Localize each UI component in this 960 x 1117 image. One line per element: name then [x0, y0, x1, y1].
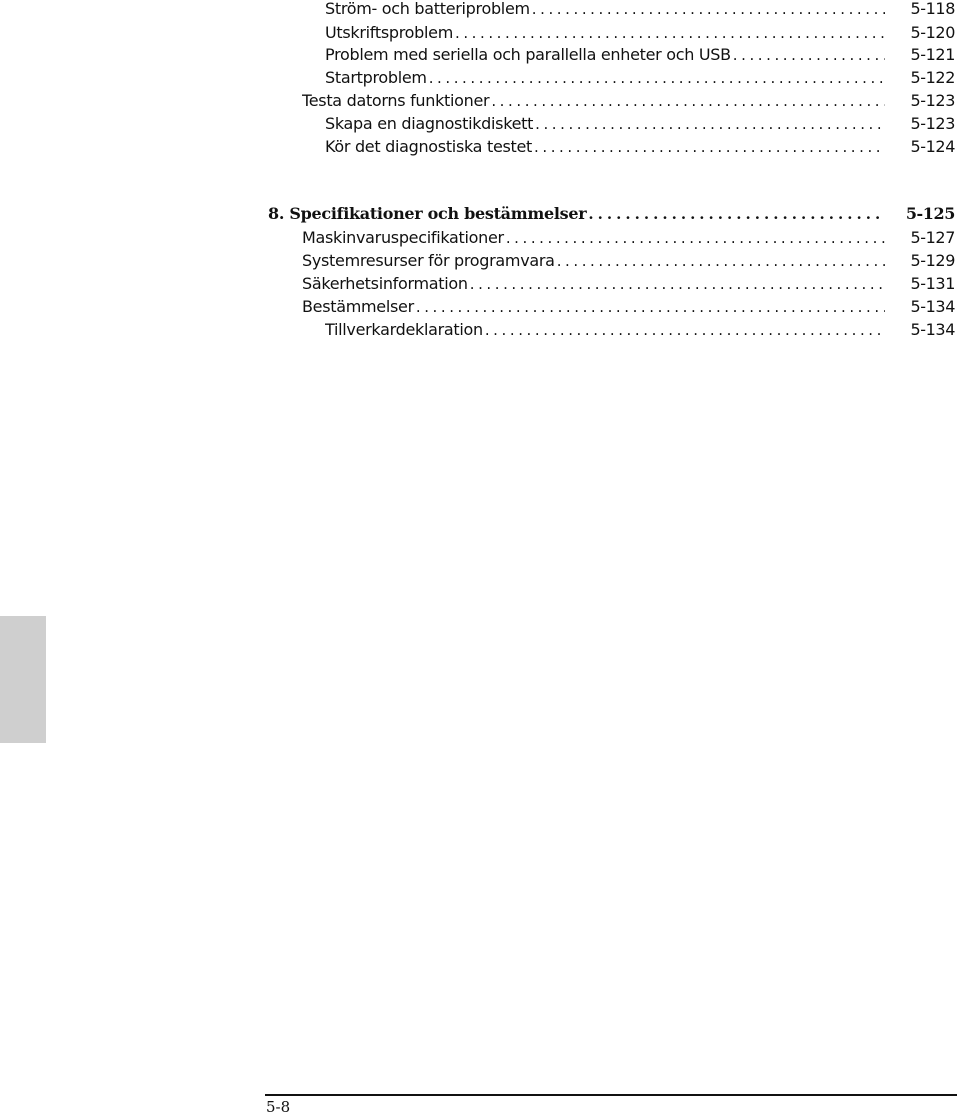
dot-leader	[453, 21, 885, 45]
toc-entry-title: Systemresurser för programvara	[302, 251, 555, 270]
dot-leader	[468, 272, 885, 296]
toc-entry-page: 5-123	[910, 91, 955, 110]
toc-entry-utskriftsproblem[interactable]	[325, 21, 955, 45]
toc-entry-kor-diagnostiska-testet[interactable]	[325, 135, 955, 159]
chapter-thumb-tab	[0, 616, 46, 743]
toc-entry-page: 5-123	[910, 114, 955, 133]
toc-entry-title: Tillverkardeklaration	[325, 320, 483, 339]
toc-entry-page: 5-129	[910, 251, 955, 270]
toc-entry-page: 5-134	[910, 320, 955, 339]
toc-entry-page: 5-121	[910, 45, 955, 64]
toc-entry-page: 5-122	[910, 68, 955, 87]
toc-entry-seriella-parallella-usb[interactable]	[325, 43, 955, 67]
toc-entry-sakerhetsinformation[interactable]	[302, 272, 955, 296]
toc-entry-page: 5-127	[910, 228, 955, 247]
toc-entry-title: Bestämmelser	[302, 297, 414, 316]
toc-entry-page: 5-124	[910, 137, 955, 156]
toc-entry-title: Maskinvaruspecifikationer	[302, 228, 504, 247]
toc-entry-page: 5-125	[905, 204, 955, 223]
dot-leader	[533, 112, 885, 136]
dot-leader	[427, 66, 885, 90]
toc-entry-title: Problem med seriella och parallella enheter och USB	[325, 45, 731, 64]
toc-entry-bestammelser[interactable]	[302, 295, 955, 319]
toc-entry-strom-och-batteriproblem[interactable]	[325, 0, 955, 21]
dot-leader	[586, 202, 885, 226]
dot-leader	[489, 89, 885, 113]
toc-entry-title: Testa datorns funktioner	[302, 91, 490, 110]
toc-entry-page: 5-131	[910, 274, 955, 293]
dot-leader	[530, 0, 885, 21]
dot-leader	[414, 295, 885, 319]
toc-chapter-8-heading[interactable]	[268, 202, 955, 226]
toc-entry-page: 5-120	[910, 23, 955, 42]
toc-entry-tillverkardeklaration[interactable]	[325, 318, 955, 342]
toc-entry-title: Utskriftsproblem	[325, 23, 453, 42]
toc-entry-startproblem[interactable]	[325, 66, 955, 90]
dot-leader	[504, 226, 885, 250]
toc-entry-title: Startproblem	[325, 68, 427, 87]
toc-entry-testa-datorns-funktioner[interactable]	[302, 89, 955, 113]
toc-entry-systemresurser[interactable]	[302, 249, 955, 273]
toc-entry-page: 5-118	[910, 0, 955, 18]
dot-leader	[483, 318, 885, 342]
dot-leader	[731, 43, 885, 67]
toc-entry-maskinvaruspecifikationer[interactable]	[302, 226, 955, 250]
dot-leader	[532, 135, 885, 159]
toc-entry-title: Ström- och batteriproblem	[325, 0, 530, 18]
toc-entry-title: Säkerhetsinformation	[302, 274, 468, 293]
toc-entry-title: Kör det diagnostiska testet	[325, 137, 533, 156]
footer-rule	[265, 1094, 957, 1096]
dot-leader	[555, 249, 885, 273]
toc-entry-title: 8. Specifikationer och bestämmelser	[268, 204, 587, 223]
toc-entry-title: Skapa en diagnostikdiskett	[325, 114, 534, 133]
toc-entry-skapa-diagnostikdiskett[interactable]	[325, 112, 955, 136]
page-number: 5-8	[266, 1098, 291, 1116]
toc-entry-page: 5-134	[910, 297, 955, 316]
